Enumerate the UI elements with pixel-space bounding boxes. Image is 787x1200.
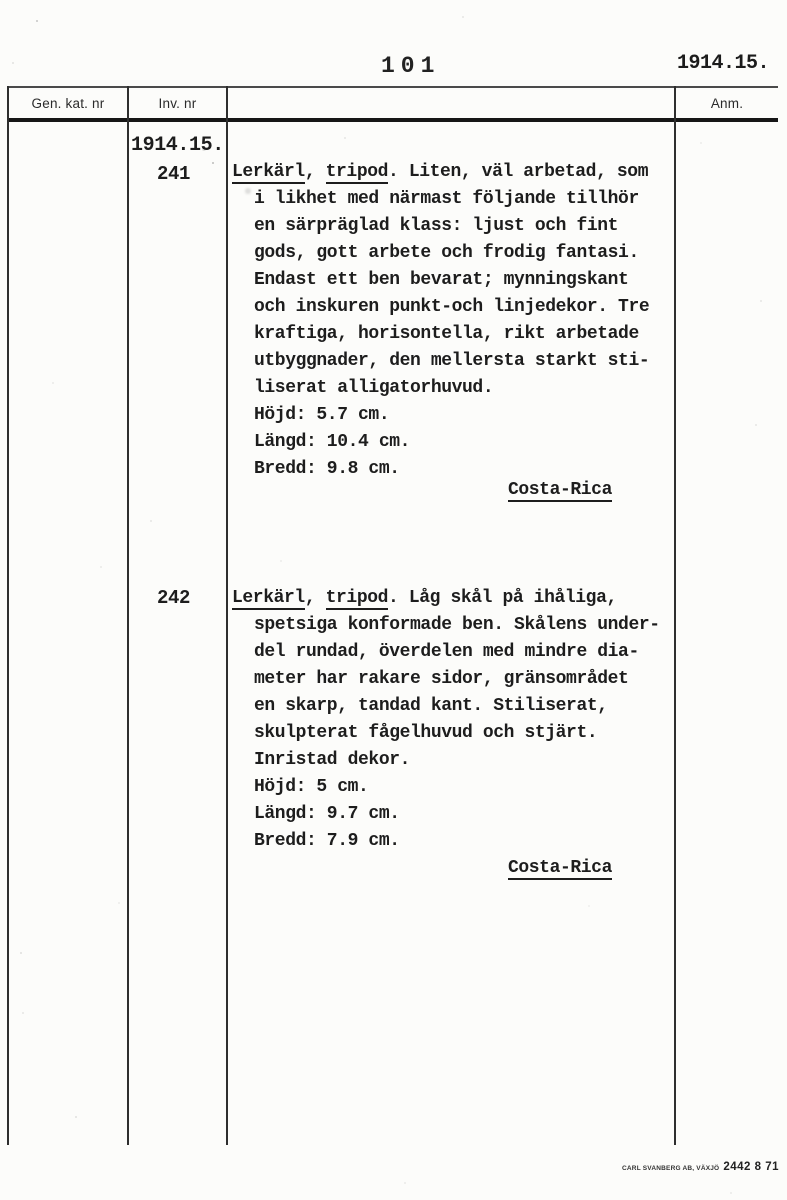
column-header-inv-nr: Inv. nr xyxy=(158,95,197,111)
entry-text-line: gods, gott arbete och frodig fantasi. xyxy=(254,243,639,263)
origin-label: Costa-Rica xyxy=(507,480,612,500)
printer-name: CARL SVANBERG AB, VÄXJÖ xyxy=(622,1165,720,1172)
column-header-anm: Anm. xyxy=(710,95,744,111)
entry-text-line: Inristad dekor. xyxy=(254,750,411,770)
entry-title-separator: , xyxy=(304,162,326,182)
page-edition: 1914.15. xyxy=(677,52,770,75)
entry-text-line: spetsiga konformade ben. Skålens under- xyxy=(254,615,660,635)
origin-label: Costa-Rica xyxy=(507,858,612,878)
entry-text-line: Längd: 10.4 cm. xyxy=(254,432,411,452)
entry-text-line: utbyggnader, den mellersta starkt sti- xyxy=(254,351,650,371)
inventory-number-241: 241 xyxy=(157,163,191,185)
entry-text-line: och inskuren punkt-och linjedekor. Tre xyxy=(254,297,650,317)
column-divider-inv-main xyxy=(226,86,228,1145)
column-divider-main-anm xyxy=(674,86,676,1145)
entry-title-term: tripod xyxy=(325,162,389,182)
inventory-year-heading: 1914.15. xyxy=(131,134,224,157)
entry-title-line xyxy=(232,585,674,612)
entry-title-term: Lerkärl xyxy=(232,588,305,608)
entry-text-line: Bredd: 7.9 cm. xyxy=(254,831,400,851)
page-number: 101 xyxy=(381,53,441,79)
entry-text-line: Höjd: 5 cm. xyxy=(254,777,369,797)
entry-title-term: Lerkärl xyxy=(232,162,305,182)
catalog-entry-241 xyxy=(232,159,674,504)
entry-title-rest: . Liten, väl arbetad, som xyxy=(388,162,649,182)
entry-text-line: en särpräglad klass: ljust och fint xyxy=(254,216,619,236)
inventory-number-242: 242 xyxy=(157,587,191,609)
entry-body-lines xyxy=(232,186,674,483)
entry-title-separator: , xyxy=(304,588,326,608)
print-code: 2442 8 71 xyxy=(723,1161,779,1173)
entry-text-line: en skarp, tandad kant. Stiliserat, xyxy=(254,696,608,716)
entry-text-line: liserat alligatorhuvud. xyxy=(254,378,494,398)
table-left-border xyxy=(7,86,9,1145)
entry-text-line: kraftiga, horisontella, rikt arbetade xyxy=(254,324,639,344)
entry-body-lines xyxy=(232,612,674,855)
entry-title-rest: . Låg skål på ihåliga, xyxy=(388,588,617,608)
column-header-gen-kat-nr: Gen. kat. nr xyxy=(31,95,105,111)
entry-title-term: tripod xyxy=(325,588,389,608)
entry-text-line: skulpterat fågelhuvud och stjärt. xyxy=(254,723,598,743)
scan-noise xyxy=(0,0,2,2)
entry-origin-line xyxy=(232,855,674,882)
entry-text-line: Höjd: 5.7 cm. xyxy=(254,405,390,425)
table-header-divider xyxy=(7,118,778,122)
entry-title-line xyxy=(232,159,674,186)
catalog-entry-242 xyxy=(232,585,674,882)
printer-imprint xyxy=(622,1161,779,1173)
entry-text-line: i likhet med närmast följande tillhör xyxy=(254,189,639,209)
entry-text-line: Endast ett ben bevarat; mynningskant xyxy=(254,270,629,290)
entry-text-line: del rundad, överdelen med mindre dia- xyxy=(254,642,639,662)
entry-text-line: Längd: 9.7 cm. xyxy=(254,804,400,824)
entry-text-line: Bredd: 9.8 cm. xyxy=(254,459,400,479)
column-divider-genkat-inv xyxy=(127,86,129,1145)
entry-text-line: meter har rakare sidor, gränsområdet xyxy=(254,669,629,689)
